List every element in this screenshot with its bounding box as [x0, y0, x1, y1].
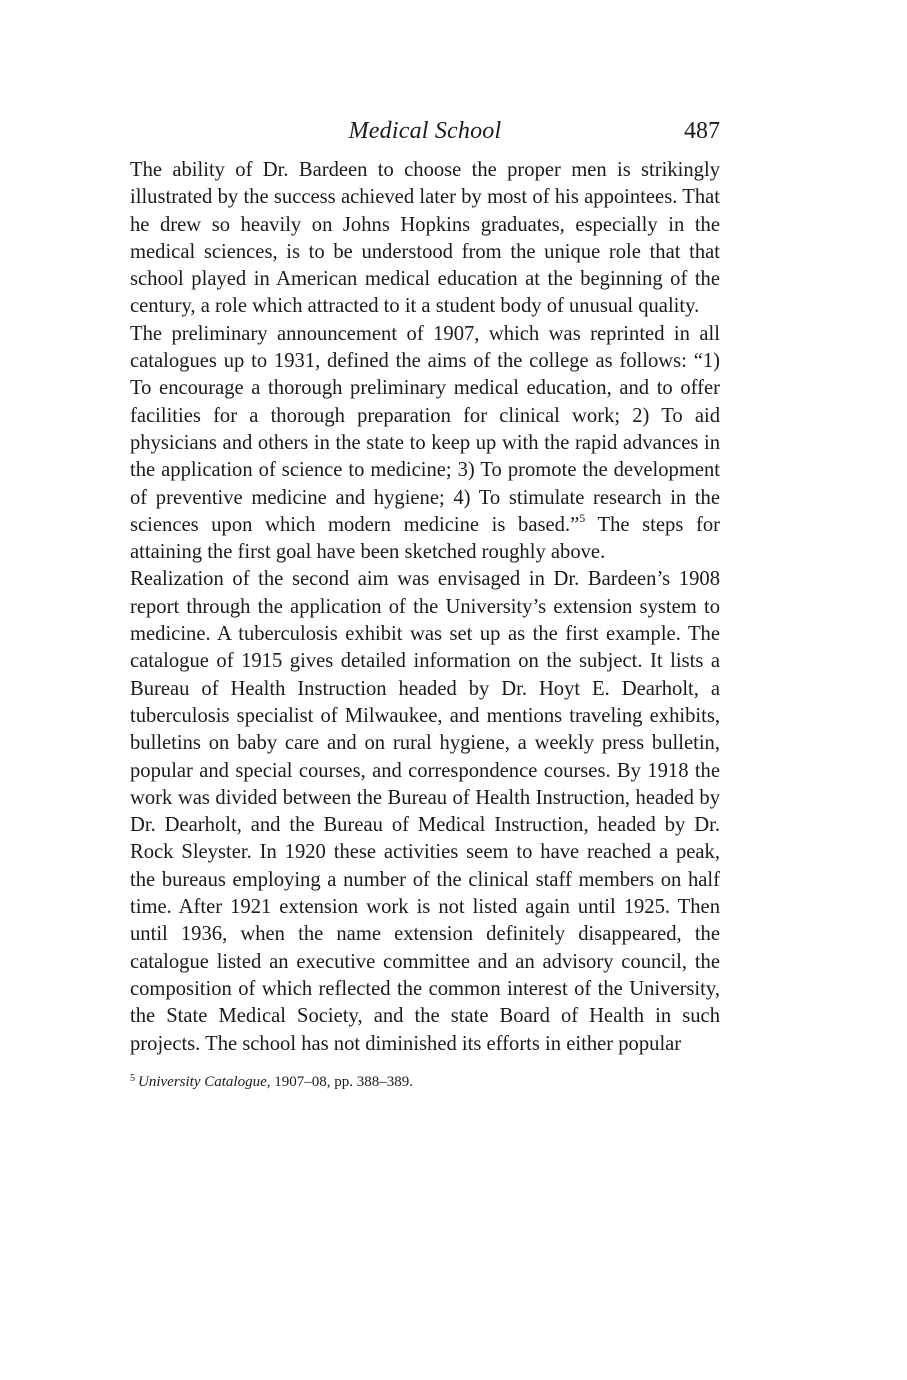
footnote-reference: 5	[579, 510, 586, 525]
paragraph-1	[130, 157, 720, 321]
paragraph-2-text: The preliminary announcement of 1907, which was reprinted in all catalogues up to 1931, defined the aims of the college as follows: “1) To encourage a thorough preliminary medical education, and to offer facilities for a thorough preparation for clinical work; 2) To aid physicians and others in the state to keep up with the rapid advances in the application of science to medicine; 3) To promote the development of preventive medicine and hygiene; 4) To stimulate research in the sciences upon which modern medicine is based.”	[130, 322, 720, 536]
paragraph-2	[130, 321, 720, 567]
paragraph-3-text: Realization of the second aim was envisaged in Dr. Bardeen’s 1908 report through the application of the University’s extension system to medicine. A tuberculosis exhibit was set up as the first example. The catalogue of 1915 gives detailed information on the subject. It lists a Bureau of Health Instruction headed by Dr. Hoyt E. Dearholt, a tuberculosis specialist of Milwaukee, and mentions traveling exhibits, bulletins on baby care and on rural hygiene, a weekly press bulletin, popular and special courses, and correspondence courses. By 1918 the work was divided between the Bureau of Health Instruction, headed by Dr. Dearholt, and the Bureau of Medical Instruction, headed by Dr. Rock Sleyster. In 1920 these activities seem to have reached a peak, the bureaus employing a number of the clinical staff members on half time. After 1921 extension work is not listed again until 1925. Then until 1936, when the name extension definitely disappeared, the catalogue listed an executive committee and an advisory council, the composition of which reflected the common interest of the University, the State Medical Society, and the state Board of Health in such projects. The school has not diminished its efforts in either popular	[130, 568, 720, 1055]
book-page	[130, 113, 720, 1092]
running-head	[130, 113, 720, 149]
footnote-mark: 5	[130, 1072, 135, 1084]
page-number: 487	[684, 118, 720, 144]
running-title: Medical School	[348, 118, 502, 144]
paragraph-1-text: The ability of Dr. Bardeen to choose the proper men is strikingly illustrated by the success achieved later by most of his appointees. That he drew so heavily on Johns Hopkins graduates, especially in the medical sciences, is to be understood from the unique role that that school played in American medical education at the beginning of the century, a role which attracted to it a student body of unusual quality.	[130, 159, 720, 318]
paragraph-3	[130, 566, 720, 1057]
paragraph-2-text-continued: The steps for attaining the first goal have been sketched roughly above.	[130, 513, 720, 564]
body-text	[130, 157, 720, 1058]
footnote	[130, 1072, 720, 1092]
footnote-source-details: 1907–08, pp. 388–389.	[270, 1073, 413, 1090]
footnote-source-title: University Catalogue,	[138, 1073, 271, 1090]
